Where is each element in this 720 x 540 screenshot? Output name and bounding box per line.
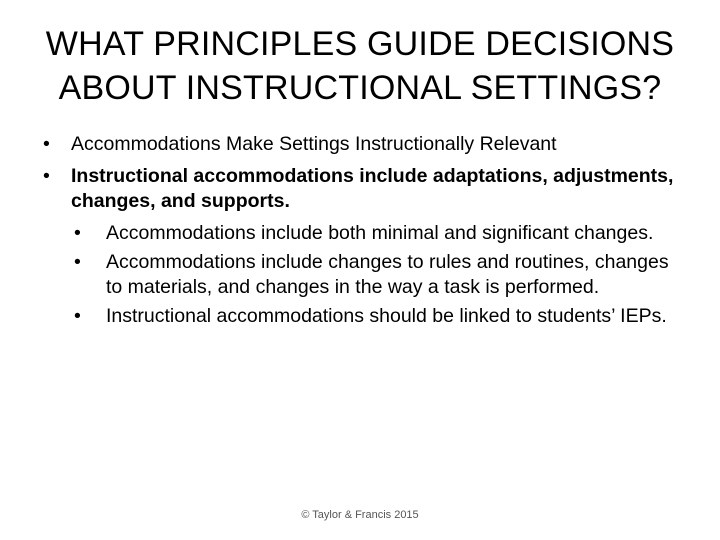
sub-bullet-item-3 [40,304,680,329]
bullet-icon: • [43,133,50,155]
sub-bullet-item-1 [40,221,680,246]
bullet-icon: • [43,165,50,187]
bullet-item-2 [40,164,680,214]
slide-title [40,22,680,110]
sub-bullet-icon: • [74,305,81,327]
bullet-item-1 [40,132,680,157]
bullet-list [40,132,680,333]
copyright-footer: © Taylor & Francis 2015 [301,509,419,521]
title-line-1: WHAT PRINCIPLES GUIDE DECISIONS [45,25,675,63]
sub-bullet-text: Accommodations include both minimal and significant changes. [106,222,654,244]
title-line-2: ABOUT INSTRUCTIONAL SETTINGS? [58,69,662,107]
bullet-text: Accommodations Make Settings Instructionally Relevant [71,133,557,155]
sub-bullet-text: Instructional accommodations should be linked to students’ IEPs. [106,305,667,327]
bullet-text: Instructional accommodations include adaptations, adjustments, changes, and supports. [71,165,674,212]
sub-bullet-item-2 [40,250,680,300]
sub-bullet-text: Accommodations include changes to rules and routines, changes to materials, and changes in the way a task is performed. [106,251,669,298]
sub-bullet-icon: • [74,222,81,244]
sub-bullet-icon: • [74,251,81,273]
sub-bullet-list [40,221,680,329]
